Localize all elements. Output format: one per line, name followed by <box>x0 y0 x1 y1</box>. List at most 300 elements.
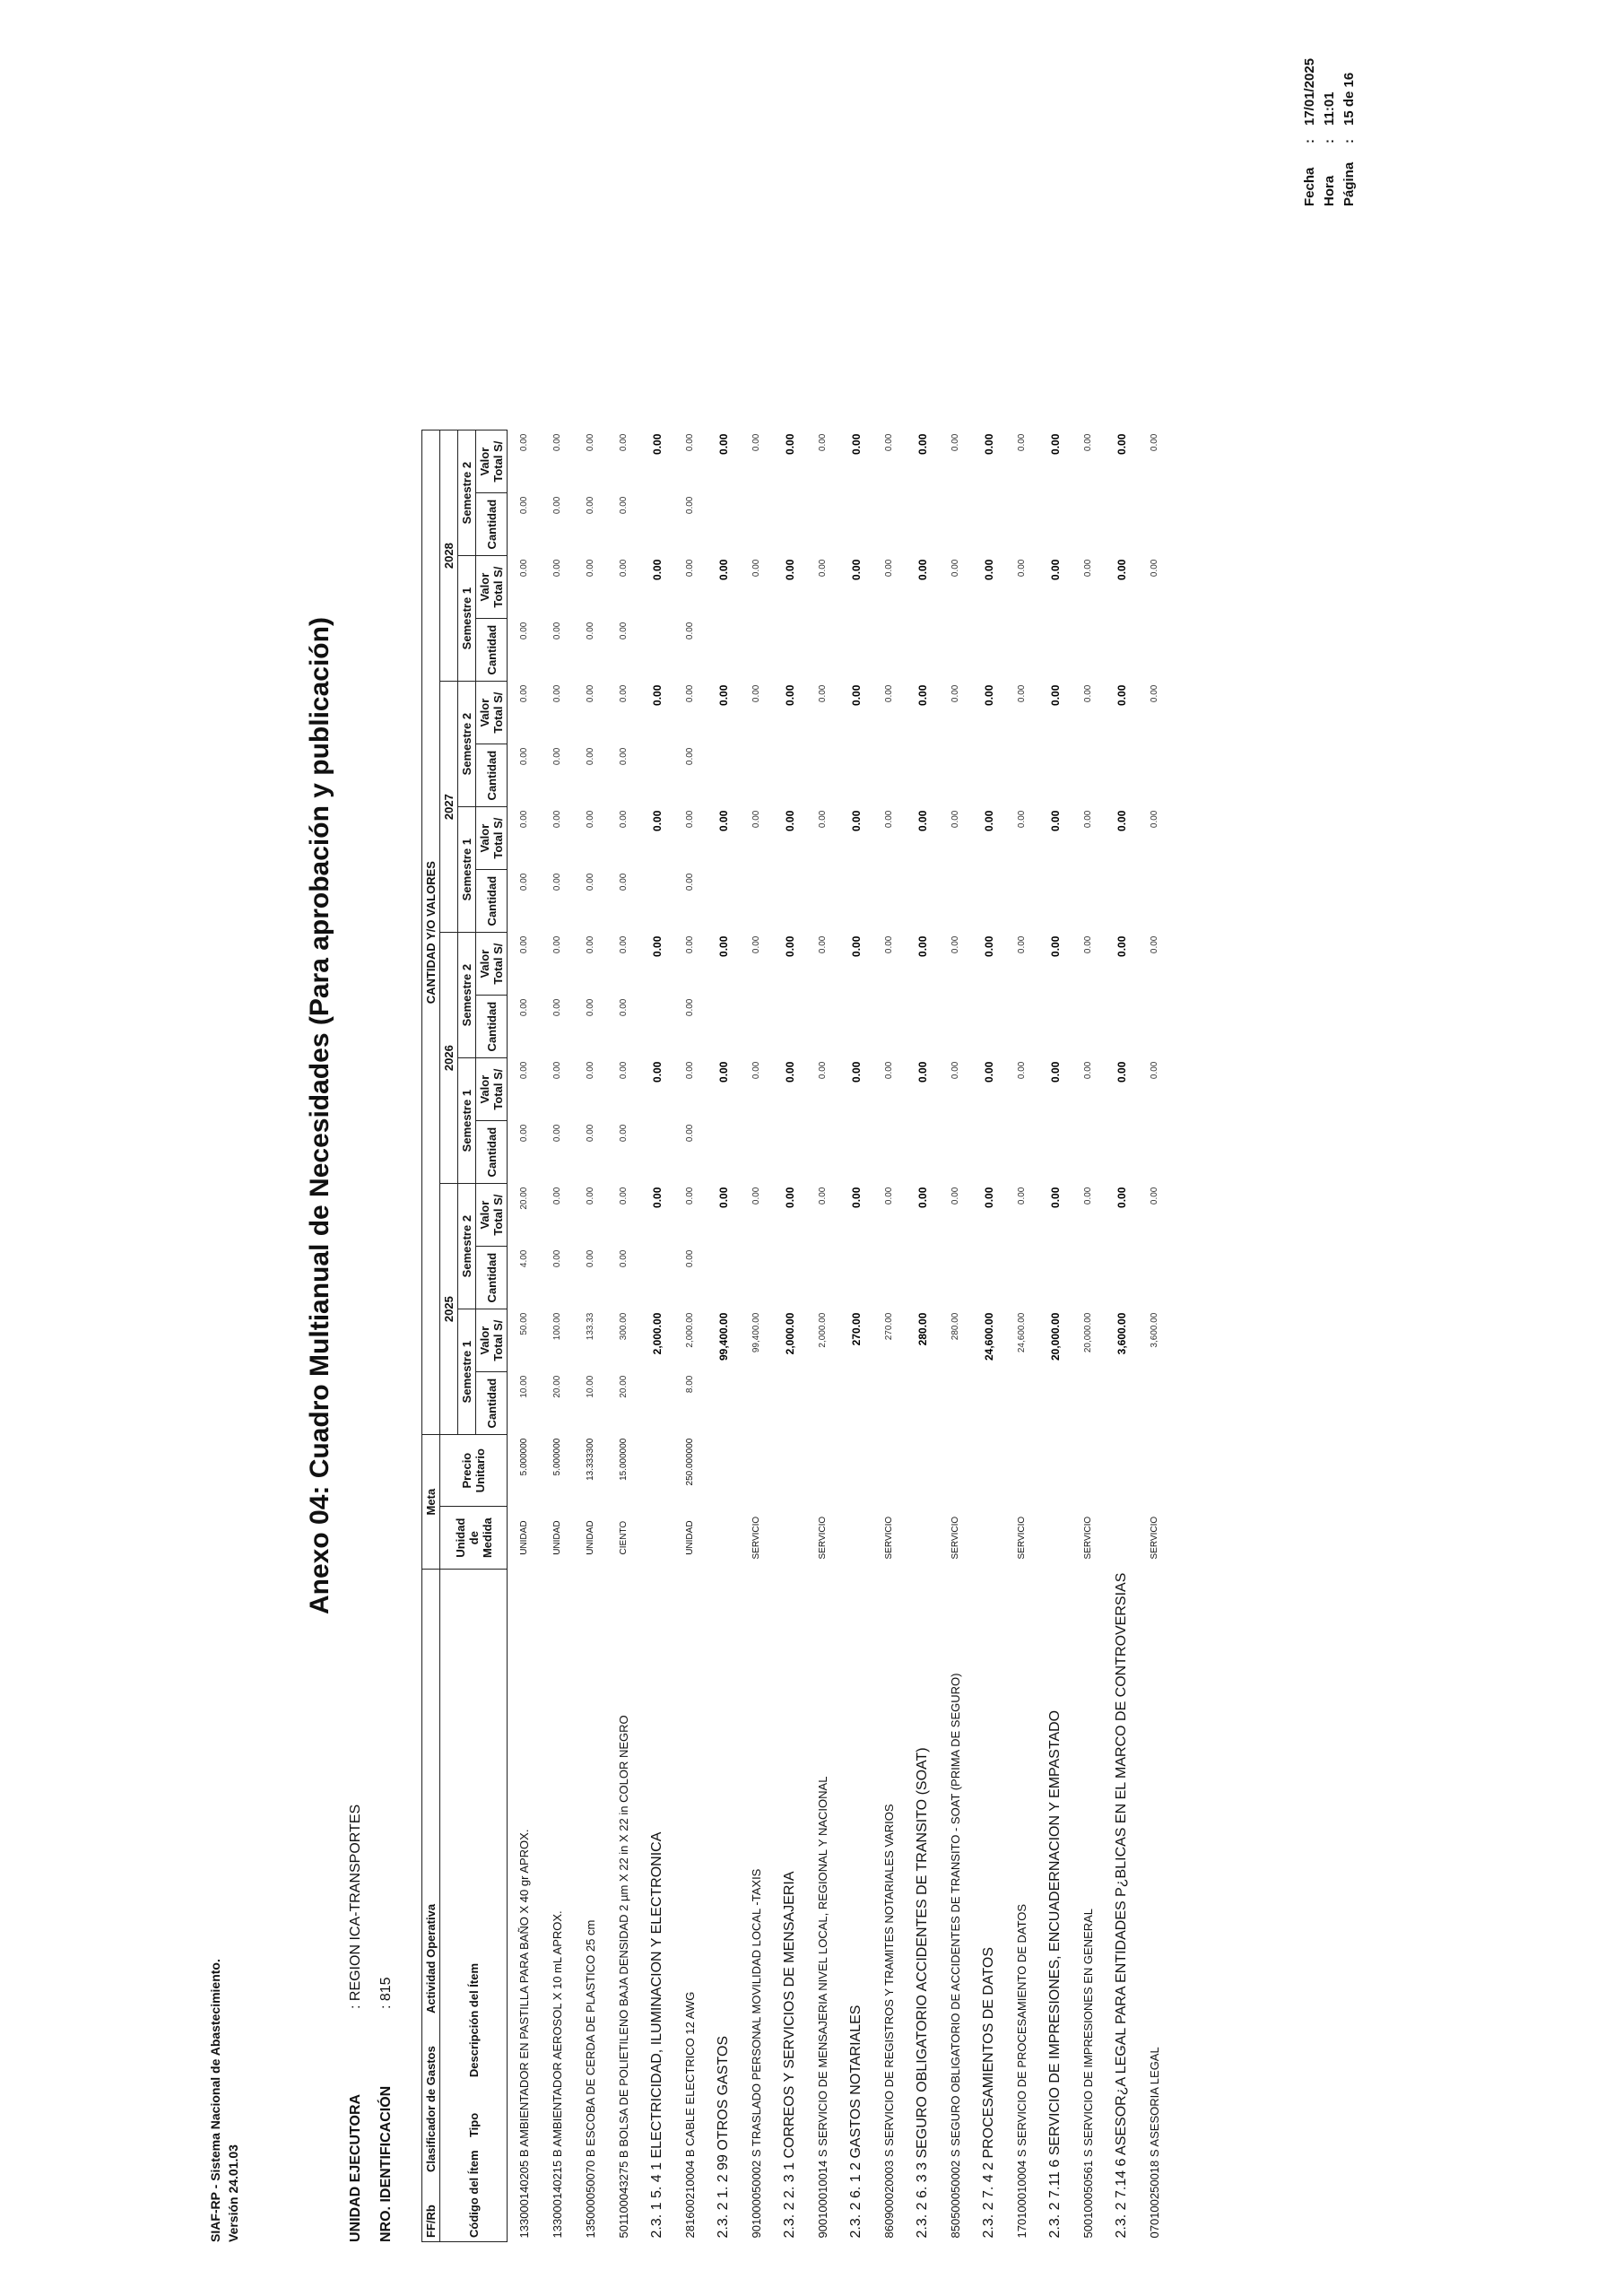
ue-label: UNIDAD EJECUTORA <box>348 2093 363 2242</box>
cantidad-cell <box>773 870 806 933</box>
cantidad-header: Cantidad <box>476 493 508 556</box>
item-description: 2.3. 2 6. 1 2 GASTOS NOTARIALES <box>847 2005 864 2239</box>
valor-total-cell: 0.00 <box>1017 810 1027 829</box>
cantidad-cell <box>773 619 806 682</box>
valor-total-cell: 0.00 <box>982 684 995 706</box>
precio-unitario: 5.000000 <box>552 1438 562 1476</box>
valor-total-cell: 0.00 <box>519 559 529 578</box>
cantidad-cell <box>872 744 906 807</box>
valor-total-cell: 0.00 <box>1083 810 1093 829</box>
valor-total-cell: 0.00 <box>552 810 562 829</box>
cantidad-cell: 0.00 <box>619 998 629 1017</box>
valor-total-cell: 0.00 <box>650 810 664 831</box>
valor-total-cell: 300.00 <box>619 1312 629 1341</box>
precio-unitario <box>839 1435 872 1507</box>
valor-total-cell: 0.00 <box>818 684 828 703</box>
year-header: 2028 <box>440 430 458 682</box>
valor-total-cell: 0.00 <box>650 935 664 957</box>
cantidad-cell <box>939 619 972 682</box>
valor-total-cell: 0.00 <box>884 684 894 703</box>
valor-total-cell: 0.00 <box>685 559 695 578</box>
item-row <box>740 430 773 2242</box>
cantidad-cell <box>640 870 673 933</box>
cantidad-cell: 0.00 <box>552 747 562 766</box>
cantidad-cell: 4.00 <box>519 1249 529 1268</box>
unidad-medida <box>1038 1507 1072 1570</box>
cantidad-cell <box>1005 1247 1038 1309</box>
cantidad-cell <box>972 493 1005 556</box>
cantidad-cell: 0.00 <box>552 998 562 1017</box>
item-description: 2.3. 2 7.14 6 ASESOR¿A LEGAL PARA ENTIDADES P¿BLICAS EN EL MARCO DE CONTROVERSIAS <box>1113 1572 1129 2239</box>
precio-unitario: 13.333300 <box>586 1438 595 1481</box>
precio-unitario <box>806 1435 839 1507</box>
cantidad-header: Cantidad <box>476 1247 508 1309</box>
valor-total-cell: 0.00 <box>1048 559 1062 580</box>
cantidad-cell: 0.00 <box>619 873 629 891</box>
cantidad-cell <box>1105 744 1138 807</box>
fecha-label: Fecha <box>1302 167 1317 206</box>
valor-total-cell: 0.00 <box>619 559 629 578</box>
report-meta: Fecha:17/01/2025 Hora:11:01 Página:15 de 16 <box>1300 58 1359 206</box>
unidad-medida: SERVICIO <box>884 1516 894 1560</box>
cantidad-cell <box>1038 870 1072 933</box>
cantidad-cell <box>1138 996 1171 1058</box>
valor-total-cell: 0.00 <box>950 810 960 829</box>
needs-table <box>421 430 1171 2242</box>
valor-total-cell: 0.00 <box>685 1187 695 1205</box>
cantidad-cell <box>906 1247 939 1309</box>
valor-total-header: Valor Total S/ <box>476 1184 508 1247</box>
unidad-medida <box>839 1507 872 1570</box>
valor-total-cell: 0.00 <box>950 1061 960 1080</box>
unidad-medida: SERVICIO <box>1150 1516 1159 1560</box>
cantidad-cell <box>1138 870 1171 933</box>
year-header: 2025 <box>440 1184 458 1435</box>
precio-unitario <box>740 1435 773 1507</box>
unidad-medida: SERVICIO <box>751 1516 761 1560</box>
item-row <box>1005 430 1038 2242</box>
valor-total-cell: 0.00 <box>982 433 995 455</box>
valor-total-cell: 0.00 <box>586 559 595 578</box>
cantidad-cell <box>939 744 972 807</box>
valor-total-cell: 0.00 <box>751 1061 761 1080</box>
valor-total-cell: 20,000.00 <box>1083 1312 1093 1353</box>
cantidad-cell <box>1105 996 1138 1058</box>
valor-total-cell: 0.00 <box>1083 559 1093 578</box>
cantidad-cell <box>806 1372 839 1435</box>
cantidad-cell <box>939 493 972 556</box>
valor-total-cell: 0.00 <box>619 810 629 829</box>
valor-total-cell: 0.00 <box>586 684 595 703</box>
group-row <box>906 430 939 2242</box>
group-row <box>1105 430 1138 2242</box>
valor-total-cell: 0.00 <box>818 1187 828 1205</box>
valor-total-header: Valor Total S/ <box>476 807 508 870</box>
valor-total-cell: 0.00 <box>950 433 960 452</box>
valor-total-cell: 0.00 <box>1083 684 1093 703</box>
cantidad-cell <box>1105 1121 1138 1184</box>
cantidad-cell <box>740 744 773 807</box>
valor-total-cell: 0.00 <box>751 684 761 703</box>
cantidad-cell <box>1072 996 1105 1058</box>
valor-total-cell: 270.00 <box>849 1312 863 1346</box>
cantidad-cell <box>1138 1121 1171 1184</box>
unidad-medida-header: Unidad de Medida <box>440 1507 508 1570</box>
cantidad-cell <box>740 1247 773 1309</box>
valor-total-cell: 0.00 <box>1150 1061 1159 1080</box>
cantidad-cell <box>640 493 673 556</box>
cantidad-cell <box>707 1121 740 1184</box>
cantidad-cell <box>1038 744 1072 807</box>
cantidad-cell <box>972 619 1005 682</box>
cantidad-cell <box>1072 870 1105 933</box>
valor-total-cell: 0.00 <box>1115 559 1128 580</box>
valor-total-cell: 0.00 <box>1048 935 1062 957</box>
year-header: 2027 <box>440 682 458 933</box>
item-description: 2.3. 2 7.11 6 SERVICIO DE IMPRESIONES, ENCUADERNACION Y EMPASTADO <box>1046 1709 1063 2239</box>
item-description: 900100010014 S SERVICIO DE MENSAJERIA NIVEL LOCAL, REGIONAL Y NACIONAL <box>816 1776 829 2239</box>
semester-header: Semestre 2 <box>458 1184 476 1309</box>
cantidad-cell: 0.00 <box>586 1124 595 1143</box>
cantidad-cell <box>806 493 839 556</box>
cantidad-cell <box>939 1247 972 1309</box>
cantidad-cell: 0.00 <box>685 1249 695 1268</box>
cantidad-cell <box>707 996 740 1058</box>
cantidad-header: Cantidad <box>476 744 508 807</box>
valor-total-cell: 0.00 <box>884 935 894 954</box>
unidad-medida: SERVICIO <box>818 1516 828 1560</box>
valor-total-cell: 0.00 <box>716 935 730 957</box>
valor-total-cell: 0.00 <box>619 1187 629 1205</box>
valor-total-cell: 0.00 <box>982 1061 995 1083</box>
cantidad-cell <box>1072 744 1105 807</box>
cantidad-cell <box>972 1247 1005 1309</box>
cantidad-cell: 0.00 <box>519 998 529 1017</box>
valor-total-header: Valor Total S/ <box>476 430 508 493</box>
item-description: 2.3. 2 6. 3 3 SEGURO OBLIGATORIO ACCIDENTES DE TRANSITO (SOAT) <box>914 1747 930 2239</box>
cantidad-cell: 20.00 <box>619 1375 629 1398</box>
valor-total-cell: 0.00 <box>818 935 828 954</box>
item-row <box>508 430 542 2242</box>
nro-value: : 815 <box>378 1977 394 2009</box>
cantidad-cell <box>1005 996 1038 1058</box>
cantidad-header: Cantidad <box>476 1121 508 1184</box>
valor-total-cell: 0.00 <box>1017 935 1027 954</box>
valor-total-cell: 0.00 <box>950 684 960 703</box>
cantidad-cell <box>872 619 906 682</box>
valor-total-cell: 0.00 <box>982 935 995 957</box>
cantidad-cell <box>839 870 872 933</box>
cantidad-cell: 0.00 <box>552 622 562 640</box>
valor-total-cell: 0.00 <box>619 935 629 954</box>
cantidad-cell <box>1005 1121 1038 1184</box>
cantidad-cell <box>939 870 972 933</box>
cantidad-cell <box>740 619 773 682</box>
valor-total-cell: 24,600.00 <box>1017 1312 1027 1353</box>
precio-unitario <box>972 1435 1005 1507</box>
valor-total-cell: 0.00 <box>619 1061 629 1080</box>
precio-unitario <box>1105 1435 1138 1507</box>
valor-total-cell: 0.00 <box>716 559 730 580</box>
cantidad-cell <box>773 996 806 1058</box>
precio-unitario: 15.000000 <box>619 1438 629 1481</box>
valor-total-cell: 0.00 <box>586 1061 595 1080</box>
valor-total-cell: 133.33 <box>586 1312 595 1341</box>
item-row <box>1072 430 1105 2242</box>
cantidad-cell <box>839 744 872 807</box>
valor-total-cell: 0.00 <box>586 935 595 954</box>
cantidad-cell <box>707 1247 740 1309</box>
cantidad-cell <box>773 1372 806 1435</box>
cantidad-cell: 10.00 <box>586 1375 595 1398</box>
meta-header: Meta <box>422 1435 440 1570</box>
valor-total-cell: 0.00 <box>849 559 863 580</box>
valor-total-cell: 0.00 <box>982 1187 995 1208</box>
valor-total-cell: 0.00 <box>783 810 796 831</box>
valor-total-cell: 0.00 <box>552 935 562 954</box>
valor-total-cell: 0.00 <box>1150 810 1159 829</box>
valor-total-cell: 0.00 <box>519 810 529 829</box>
cantidad-cell: 0.00 <box>586 873 595 891</box>
cantidad-cell <box>773 1247 806 1309</box>
cantidad-cell <box>939 996 972 1058</box>
valor-total-cell: 0.00 <box>818 810 828 829</box>
valor-total-cell: 100.00 <box>552 1312 562 1341</box>
valor-total-cell: 0.00 <box>1115 684 1128 706</box>
cantidad-cell: 0.00 <box>519 873 529 891</box>
valor-total-cell: 0.00 <box>751 1187 761 1205</box>
valor-total-cell: 0.00 <box>716 810 730 831</box>
valor-total-cell: 0.00 <box>586 433 595 452</box>
cantidad-cell: 0.00 <box>586 998 595 1017</box>
cantidad-cell <box>707 744 740 807</box>
item-description: 850500050002 S SEGURO OBLIGATORIO DE ACCIDENTES DE TRANSITO - SOAT (PRIMA DE SEGURO) <box>949 1673 962 2239</box>
unidad-medida: CIENTO <box>619 1520 629 1555</box>
cantidad-cell <box>1038 619 1072 682</box>
valor-total-cell: 0.00 <box>818 433 828 452</box>
cantidad-cell <box>640 1121 673 1184</box>
valor-total-cell: 0.00 <box>1115 1061 1128 1083</box>
valor-total-cell: 0.00 <box>783 1061 796 1083</box>
valor-total-cell: 0.00 <box>519 935 529 954</box>
cantidad-cell <box>1038 1247 1072 1309</box>
cantidad-header: Cantidad <box>476 996 508 1058</box>
item-row <box>939 430 972 2242</box>
cantidad-cell <box>1072 1121 1105 1184</box>
cantidad-cell <box>806 1121 839 1184</box>
unidad-medida: UNIDAD <box>519 1520 529 1555</box>
cantidad-cell <box>707 870 740 933</box>
cantidad-cell <box>872 493 906 556</box>
item-description: 070100250018 S ASESORIA LEGAL <box>1148 2047 1161 2239</box>
cantidad-cell: 0.00 <box>586 622 595 640</box>
semester-header: Semestre 1 <box>458 1309 476 1435</box>
valor-total-cell: 3,600.00 <box>1150 1312 1159 1348</box>
valor-total-cell: 24,600.00 <box>982 1312 995 1361</box>
valor-total-cell: 0.00 <box>1150 935 1159 954</box>
cantidad-cell <box>1105 1247 1138 1309</box>
semester-header: Semestre 2 <box>458 933 476 1058</box>
cantidad-cell <box>906 493 939 556</box>
valor-total-cell: 0.00 <box>552 1061 562 1080</box>
precio-unitario <box>1005 1435 1038 1507</box>
precio-unitario <box>773 1435 806 1507</box>
valor-total-cell: 0.00 <box>916 1061 929 1083</box>
valor-total-cell: 0.00 <box>1115 1187 1128 1208</box>
valor-total-cell: 0.00 <box>716 684 730 706</box>
cantidad-cell <box>640 1372 673 1435</box>
valor-total-cell: 270.00 <box>884 1312 894 1341</box>
cantidad-cell <box>707 493 740 556</box>
nro-label: NRO. IDENTIFICACIÓN <box>378 2085 394 2242</box>
cantidad-cell <box>806 1247 839 1309</box>
hora-value: 11:01 <box>1322 91 1337 126</box>
valor-total-cell: 0.00 <box>916 810 929 831</box>
cantidad-cell <box>707 1372 740 1435</box>
valor-total-cell: 0.00 <box>519 433 529 452</box>
cantidad-cell: 10.00 <box>519 1375 529 1398</box>
system-info <box>206 1959 242 2242</box>
cantidad-cell: 0.00 <box>619 747 629 766</box>
precio-unitario <box>939 1435 972 1507</box>
cantidad-cell <box>972 744 1005 807</box>
item-row <box>673 430 707 2242</box>
valor-total-cell: 0.00 <box>849 1187 863 1208</box>
cantidad-cell <box>839 1247 872 1309</box>
cantidad-cell <box>1105 870 1138 933</box>
valor-total-cell: 0.00 <box>619 433 629 452</box>
cantidad-cell <box>872 1372 906 1435</box>
unidad-info <box>341 1805 402 2242</box>
valor-total-cell: 50.00 <box>519 1312 529 1335</box>
cantidad-cell <box>1005 493 1038 556</box>
valor-total-cell: 0.00 <box>1083 935 1093 954</box>
item-row <box>541 430 574 2242</box>
cantidad-cell <box>839 996 872 1058</box>
item-description: 2.3. 2 2. 3 1 CORREOS Y SERVICIOS DE MENSAJERIA <box>781 1871 797 2239</box>
valor-total-cell: 0.00 <box>783 433 796 455</box>
cantidad-cell <box>773 493 806 556</box>
valor-total-header: Valor Total S/ <box>476 682 508 744</box>
pagina-label: Página <box>1341 161 1357 206</box>
cantidad-cell <box>773 1121 806 1184</box>
cantidad-cell: 0.00 <box>685 873 695 891</box>
valor-total-cell: 0.00 <box>783 684 796 706</box>
cantidad-cell: 0.00 <box>586 747 595 766</box>
year-header: 2026 <box>440 933 458 1184</box>
valor-total-header: Valor Total S/ <box>476 1309 508 1372</box>
cantidad-cell <box>872 1247 906 1309</box>
cantidad-cell <box>1038 1121 1072 1184</box>
cantidad-cell <box>1105 493 1138 556</box>
cantidad-cell <box>939 1372 972 1435</box>
cantidad-cell: 0.00 <box>519 496 529 515</box>
unidad-medida: SERVICIO <box>1017 1516 1027 1560</box>
cantidad-header: Cantidad <box>476 619 508 682</box>
cantidad-cell: 0.00 <box>685 998 695 1017</box>
precio-unitario: 5.000000 <box>519 1438 529 1476</box>
hora-label: Hora <box>1322 175 1337 206</box>
valor-total-cell: 0.00 <box>751 935 761 954</box>
precio-unitario <box>906 1435 939 1507</box>
valor-total-cell: 2,000.00 <box>650 1312 664 1355</box>
item-row <box>607 430 640 2242</box>
item-description: 860900020003 S SERVICIO DE REGISTROS Y TRAMITES NOTARIALES VARIOS <box>882 1804 896 2239</box>
cantidad-cell <box>972 870 1005 933</box>
cantidad-cell: 0.00 <box>552 1249 562 1268</box>
valor-total-cell: 0.00 <box>1048 810 1062 831</box>
valor-total-cell: 20.00 <box>519 1187 529 1210</box>
ffrb-header: FF/Rb Clasificador de Gastos Actividad Operativa <box>422 1570 440 2242</box>
valor-total-cell: 0.00 <box>950 935 960 954</box>
cantidad-header: Cantidad <box>476 870 508 933</box>
cantidad-cell <box>1072 1247 1105 1309</box>
valor-total-cell: 0.00 <box>884 433 894 452</box>
cantidad-valores-header: CANTIDAD Y/O VALORES <box>422 430 440 1435</box>
cantidad-cell <box>1138 1372 1171 1435</box>
valor-total-cell: 0.00 <box>884 1187 894 1205</box>
fecha-value: 17/01/2025 <box>1302 57 1317 126</box>
cantidad-cell: 0.00 <box>552 1124 562 1143</box>
cantidad-cell <box>939 1121 972 1184</box>
cantidad-cell: 0.00 <box>552 873 562 891</box>
cantidad-cell <box>1005 1372 1038 1435</box>
cantidad-cell: 0.00 <box>619 1124 629 1143</box>
cantidad-cell: 0.00 <box>685 622 695 640</box>
valor-total-cell: 0.00 <box>849 810 863 831</box>
clasificador-header: Clasificador de Gastos <box>424 2046 438 2173</box>
item-description: 281600210004 B CABLE ELECTRICO 12 AWG <box>683 1991 697 2239</box>
valor-total-header: Valor Total S/ <box>476 933 508 996</box>
precio-unitario <box>1138 1435 1171 1507</box>
cantidad-cell <box>1072 619 1105 682</box>
valor-total-cell: 0.00 <box>1150 433 1159 452</box>
cantidad-cell <box>906 870 939 933</box>
cantidad-cell: 0.00 <box>586 496 595 515</box>
valor-total-cell: 0.00 <box>884 1061 894 1080</box>
cantidad-cell <box>839 1372 872 1435</box>
valor-total-cell: 0.00 <box>884 559 894 578</box>
valor-total-cell: 0.00 <box>751 810 761 829</box>
unidad-medida <box>773 1507 806 1570</box>
item-description: 2.3. 2 7. 4 2 PROCESAMIENTOS DE DATOS <box>980 1946 996 2239</box>
valor-total-cell: 0.00 <box>685 935 695 954</box>
cantidad-header: Cantidad <box>476 1372 508 1435</box>
cantidad-cell <box>839 1121 872 1184</box>
valor-total-cell: 0.00 <box>1083 1187 1093 1205</box>
valor-total-cell: 0.00 <box>751 433 761 452</box>
cantidad-cell <box>640 1247 673 1309</box>
cantidad-cell <box>972 1121 1005 1184</box>
valor-total-cell: 0.00 <box>1150 684 1159 703</box>
item-description: 901000050002 S TRASLADO PERSONAL MOVILIDAD LOCAL -TAXIS <box>750 1868 763 2239</box>
cantidad-cell <box>972 1372 1005 1435</box>
cantidad-cell <box>1005 870 1038 933</box>
semester-header: Semestre 1 <box>458 1058 476 1184</box>
item-description: 2.3. 2 1. 2 99 OTROS GASTOS <box>715 2035 731 2239</box>
unidad-medida <box>906 1507 939 1570</box>
valor-total-cell: 0.00 <box>783 935 796 957</box>
cantidad-cell <box>1005 619 1038 682</box>
valor-total-cell: 0.00 <box>650 684 664 706</box>
semester-header: Semestre 1 <box>458 807 476 933</box>
cantidad-cell <box>1138 1247 1171 1309</box>
precio-unitario-header: Precio Unitario <box>440 1435 508 1507</box>
valor-total-cell: 0.00 <box>884 810 894 829</box>
valor-total-header: Valor Total S/ <box>476 556 508 619</box>
unidad-medida <box>640 1507 673 1570</box>
valor-total-cell: 0.00 <box>849 935 863 957</box>
